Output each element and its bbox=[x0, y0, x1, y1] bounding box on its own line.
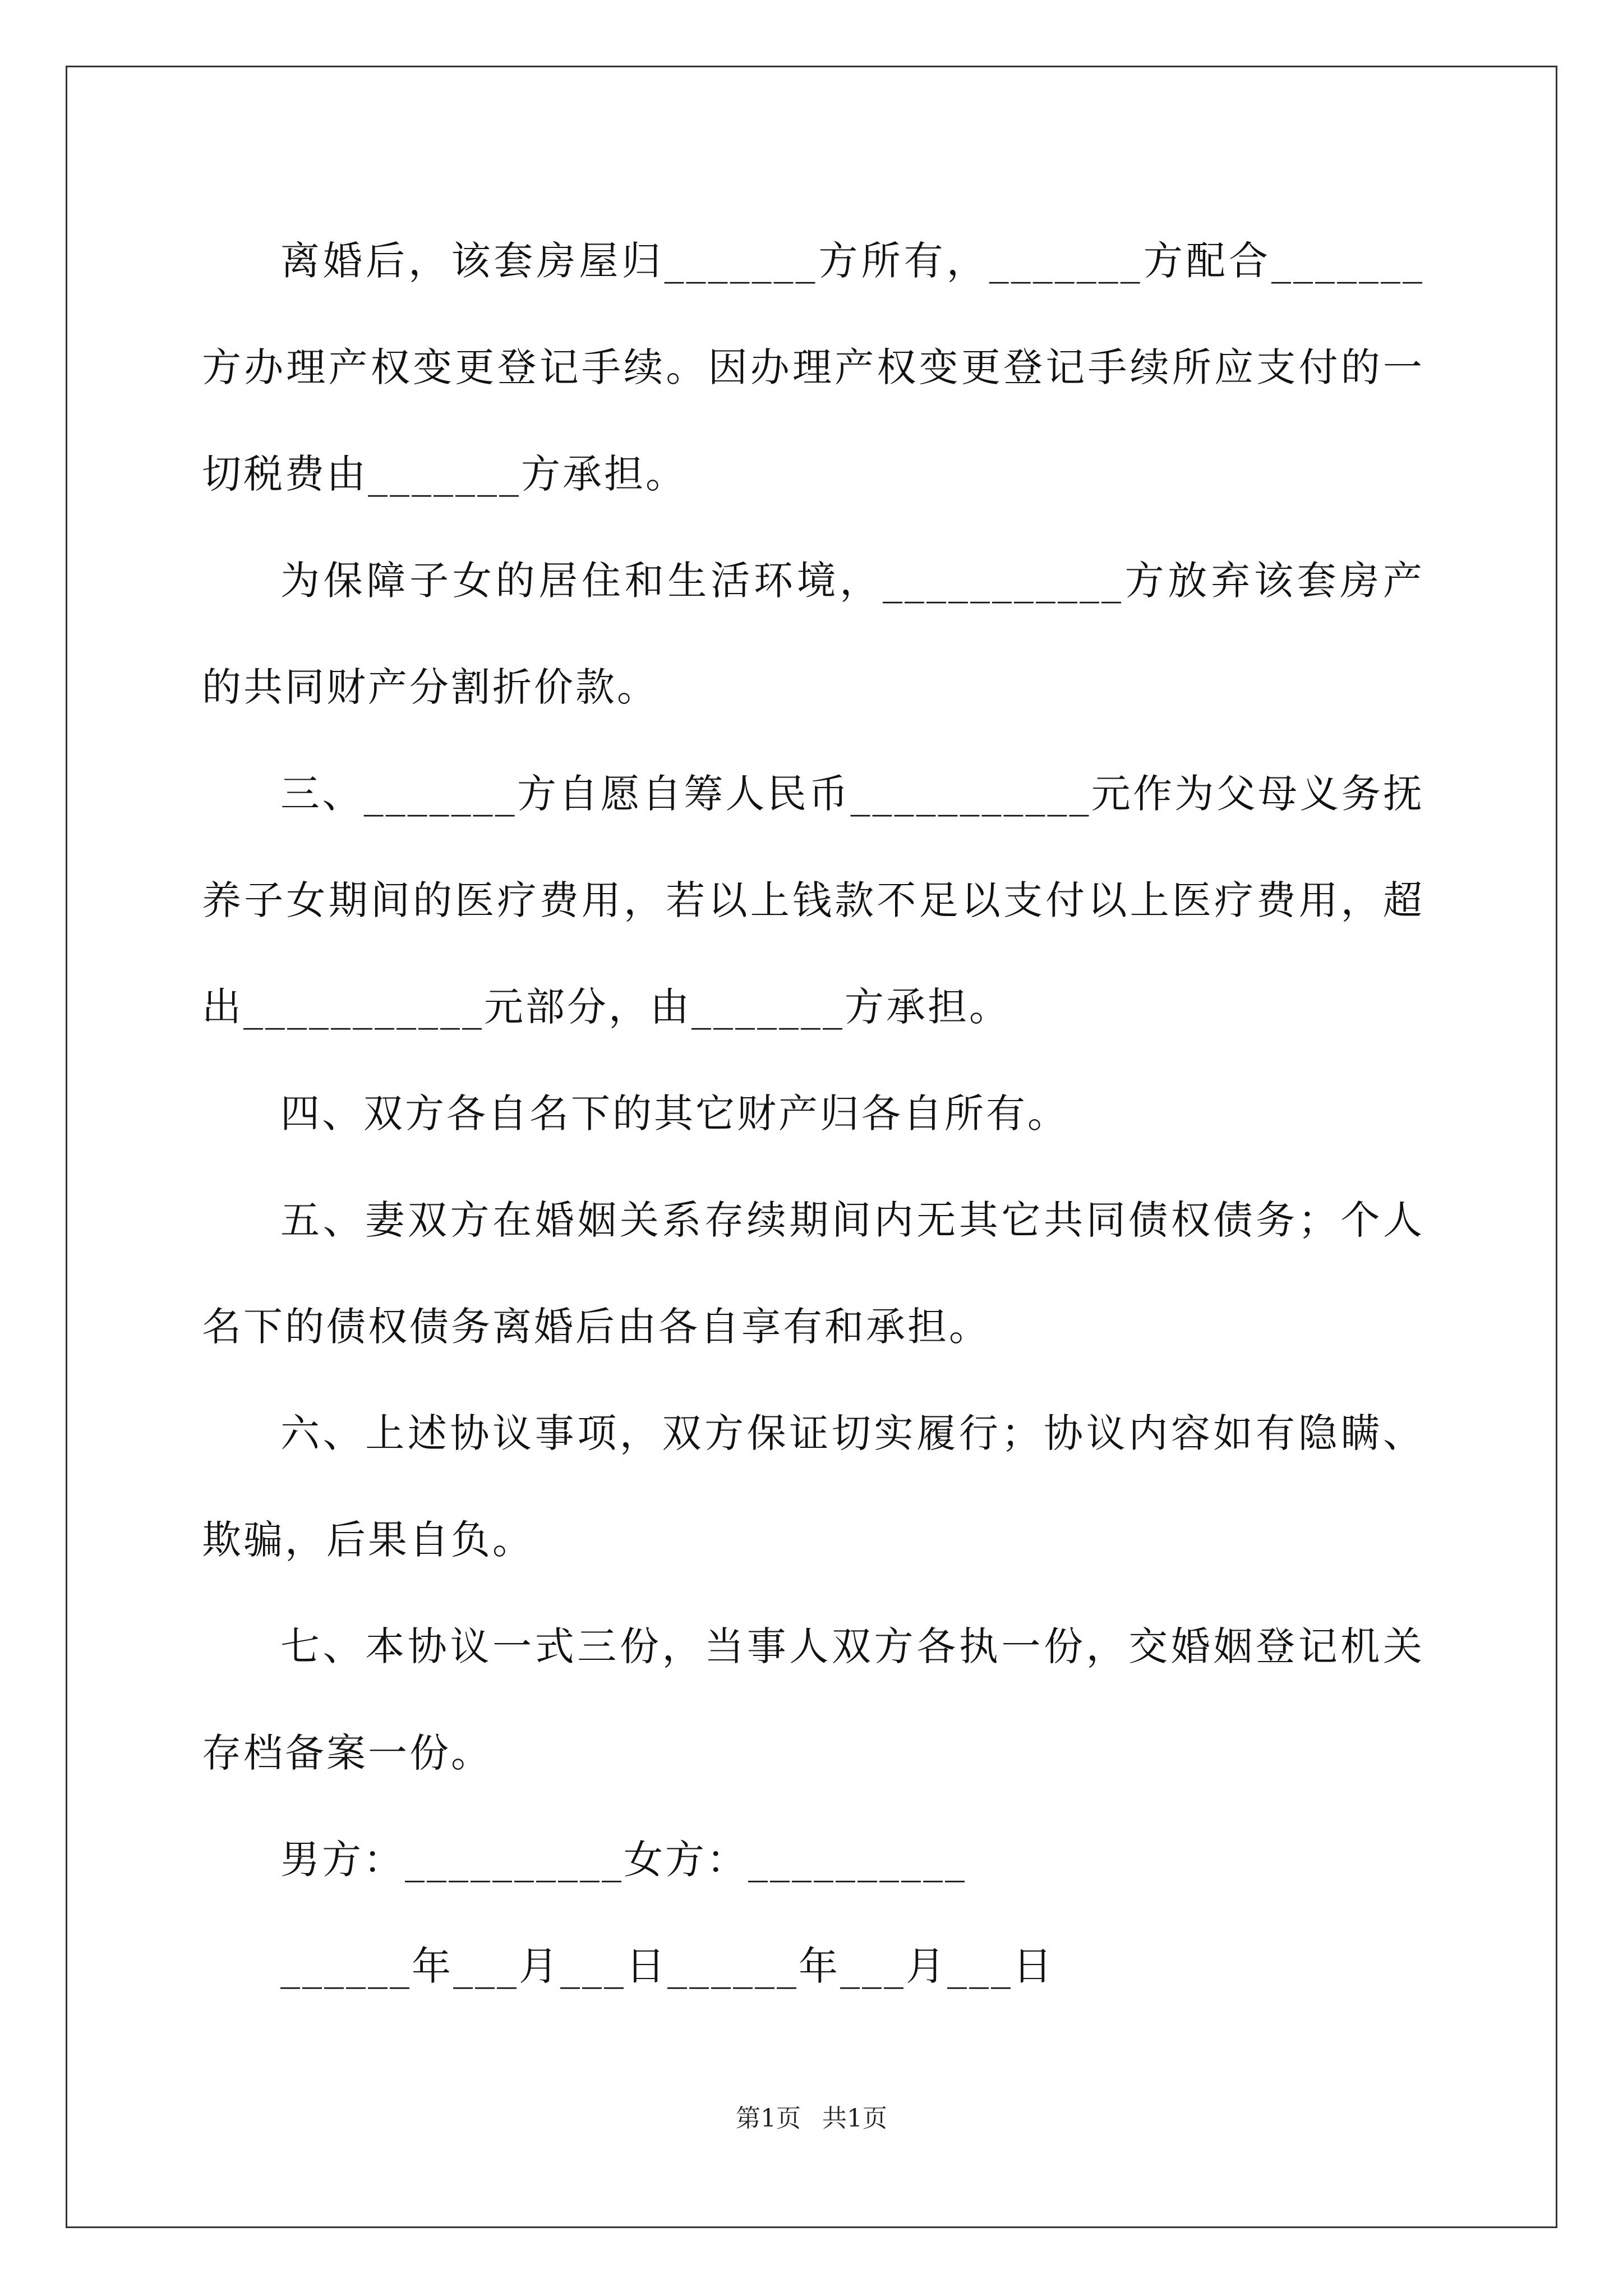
paragraph-guarantee: 六、上述协议事项，双方保证切实履行；协议内容如有隐瞒、欺骗，后果自负。 bbox=[202, 1410, 1424, 1563]
page-current: 第1页 bbox=[736, 2104, 801, 2133]
paragraph-other-property: 四、双方各自名下的其它财产归各自所有。 bbox=[280, 1091, 1069, 1137]
paragraph-children-housing: 为保障子女的居住和生活环境，___________方放弃该套房产的共同财产分割折价款。 bbox=[202, 558, 1424, 710]
paragraph-debts: 五、妻双方在婚姻关系存续期间内无其它共同债权债务；个人名下的债权债务离婚后由各自享有和承担。 bbox=[202, 1197, 1424, 1350]
signature-line: 男方：__________女方：__________ bbox=[280, 1837, 967, 1883]
date-line: ______年___月___日______年___月___日 bbox=[280, 1943, 1054, 1989]
paragraph-medical-expenses: 三、_______方自愿自筹人民币___________元作为父母义务抚养子女期间的医疗费用，若以上钱款不足以支付以上医疗费用，超出___________元部分，由_______方承担。 bbox=[202, 771, 1424, 1030]
document-body bbox=[202, 208, 1424, 2019]
page-footer bbox=[0, 2098, 1623, 2134]
page-total: 共1页 bbox=[822, 2104, 887, 2133]
paragraph-house-ownership: 离婚后，该套房屋归_______方所有，_______方配合_______方办理产权变更登记手续。因办理产权变更登记手续所应支付的一切税费由_______方承担。 bbox=[202, 238, 1424, 497]
paragraph-copies: 七、本协议一式三份，当事人双方各执一份，交婚姻登记机关存档备案一份。 bbox=[202, 1623, 1424, 1776]
